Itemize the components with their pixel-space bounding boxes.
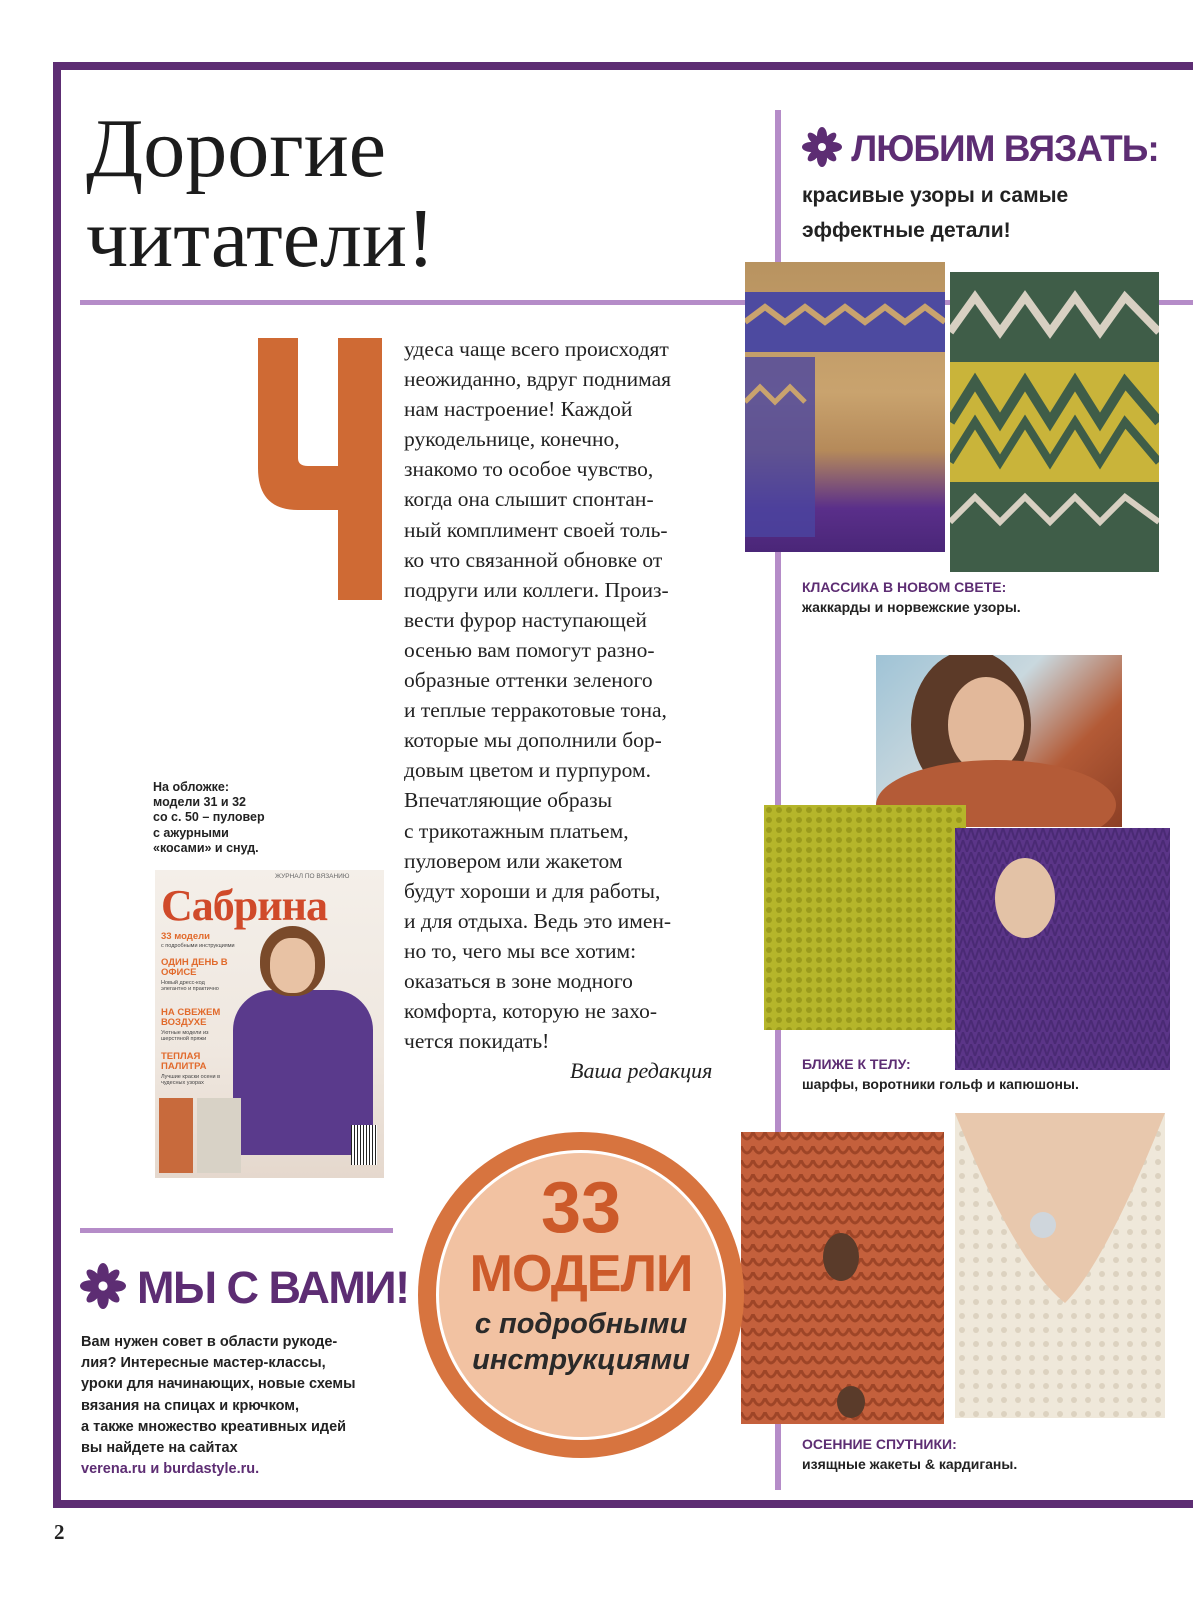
caption-text: изящные жакеты & кардиганы.	[802, 1456, 1018, 1472]
bottom-left-divider	[80, 1228, 393, 1233]
page-number: 2	[54, 1520, 65, 1544]
norwegian-pattern	[950, 272, 1159, 572]
with-you-heading-text: МЫ С ВАМИ!	[137, 1262, 409, 1313]
cream-cardigan-photo	[955, 1113, 1165, 1418]
cover-subtitle: ЖУРНАЛ ПО ВЯЗАНИЮ	[275, 873, 350, 880]
cover-text: Новый дресс-код элегантно и практично	[161, 980, 219, 992]
badge-word: МОДЕЛИ	[469, 1245, 693, 1303]
page-title	[86, 104, 435, 284]
text-line: но то, чего мы все хотим:	[404, 938, 637, 963]
cover-caption	[153, 780, 265, 856]
caption-title: КЛАССИКА В НОВОМ СВЕТЕ:	[802, 579, 1007, 595]
subheading-line: красивые узоры и самые	[802, 184, 1069, 207]
cover-headline: ТЕПЛАЯ ПАЛИТРА	[161, 1051, 207, 1072]
text-line: вести фурор наступающей	[404, 607, 647, 632]
jacquard-pattern	[745, 262, 945, 552]
norwegian-pattern-photo	[950, 272, 1159, 572]
cream-lace-texture	[955, 1113, 1165, 1418]
knitting-subheading	[802, 178, 1068, 248]
caption-line: модели 31 и 32	[153, 795, 246, 810]
text-line: пуловером или жакетом	[404, 848, 623, 873]
text-line: ный комплимент своей толь-	[404, 517, 668, 542]
badge-number: 33	[540, 1168, 622, 1248]
text-line: которые мы дополнили бор-	[404, 728, 662, 753]
cover-text: Уютные модели из шерстяной пряжи	[161, 1030, 209, 1042]
title-line-1: Дорогие	[86, 102, 386, 195]
text-line: Впечатляющие образы	[404, 788, 613, 813]
cover-text: с подробными инструкциями	[161, 943, 235, 949]
caption-line: с ажурными	[153, 825, 229, 840]
text-line: образные оттенки зеленого	[404, 668, 653, 693]
text-line: удеса чаще всего происходят	[404, 337, 669, 361]
cover-headline: 33 модели	[161, 931, 210, 942]
knitting-heading-text: ЛЮБИМ ВЯЗАТЬ:	[851, 128, 1159, 169]
text-line: рукодельнице, конечно,	[404, 427, 620, 452]
caption-text: шарфы, воротники гольф и капюшоны.	[802, 1076, 1079, 1092]
subheading-line: эффектные детали!	[802, 219, 1011, 242]
badge-sub-line: инструкциями	[472, 1344, 690, 1376]
snood-model-photo	[876, 655, 1122, 827]
website-links[interactable]: verena.ru и burdastyle.ru.	[81, 1461, 260, 1478]
text-line: оказаться в зоне модного	[404, 968, 633, 993]
text-line: и теплые терракотовые тона,	[404, 698, 667, 723]
editorial-text	[404, 334, 744, 1056]
badge-subtitle	[418, 1306, 744, 1378]
text-line: ко что связанной обновке от	[404, 547, 663, 572]
lime-cowl-photo	[764, 805, 966, 1030]
text-line: вязания на спицах и крючком,	[81, 1397, 300, 1414]
text-line: подруги или коллеги. Произ-	[404, 577, 669, 602]
cover-title: Сабрина	[161, 881, 327, 930]
text-line: вы найдете на сайтах	[81, 1440, 238, 1457]
text-line: осенью вам помогут разно-	[404, 637, 655, 662]
text-line: комфорта, которую не захо-	[404, 999, 658, 1024]
title-divider	[80, 300, 740, 305]
text-line: и для отдыха. Ведь это имен-	[404, 908, 672, 933]
knitting-section-heading	[802, 127, 1159, 170]
badge-sub-line: с подробными	[474, 1308, 688, 1340]
dropcap-letter	[258, 338, 382, 600]
magazine-cover-image	[155, 870, 384, 1178]
caption-line: со с. 50 – пуловер	[153, 810, 265, 825]
cover-inset-photo	[159, 1098, 193, 1173]
caption-autumn	[802, 1434, 1017, 1474]
text-line: знакомо то особое чувство,	[404, 457, 654, 482]
terracotta-knit-texture	[741, 1132, 944, 1424]
caption-title: БЛИЖЕ К ТЕЛУ:	[802, 1056, 911, 1072]
with-you-text	[81, 1332, 356, 1480]
cover-text: Лучшие краски осени в чудесных узорах	[161, 1074, 221, 1086]
flower-icon	[80, 1263, 126, 1309]
snood-illustration	[876, 655, 1122, 827]
purple-turtleneck-photo	[955, 828, 1170, 1070]
signature: Ваша редакция	[570, 1058, 713, 1083]
with-you-heading	[80, 1262, 409, 1314]
barcode	[351, 1125, 377, 1165]
caption-line: На обложке:	[153, 780, 229, 794]
text-line: когда она слышит спонтан-	[404, 487, 654, 512]
cover-headline: ОДИН ДЕНЬ В ОФИСЕ	[161, 957, 228, 978]
text-line: неожиданно, вдруг поднимая	[404, 367, 672, 392]
caption-text: жаккарды и норвежские узоры.	[802, 599, 1021, 615]
text-line: будут хороши и для работы,	[404, 878, 661, 903]
purple-knit-texture	[955, 828, 1170, 1070]
terracotta-cardigan-photo	[741, 1132, 944, 1424]
flower-icon	[802, 127, 842, 167]
caption-classic	[802, 577, 1021, 617]
text-line: уроки для начинающих, новые схемы	[81, 1376, 356, 1393]
jacquard-sleeve-photo	[745, 262, 945, 552]
text-line: нам настроение! Каждой	[404, 397, 633, 422]
text-line: чется покидать!	[404, 1029, 550, 1054]
text-line: с трикотажным платьем,	[404, 818, 629, 843]
text-line: довым цветом и пурпуром.	[404, 758, 651, 783]
title-line-2: читатели!	[86, 192, 435, 285]
text-line: лия? Интересные мастер-классы,	[81, 1355, 326, 1372]
text-line: Вам нужен совет в области рукоде-	[81, 1334, 338, 1350]
caption-closer	[802, 1054, 1079, 1094]
caption-title: ОСЕННИЕ СПУТНИКИ:	[802, 1436, 957, 1452]
cover-model-face	[270, 938, 315, 993]
cover-headline: НА СВЕЖЕМ ВОЗДУХЕ	[161, 1007, 221, 1028]
lime-cowl-texture	[764, 805, 966, 1030]
cover-inset-photo	[197, 1098, 241, 1173]
text-line: а также множество креативных идей	[81, 1418, 347, 1435]
caption-line: «косами» и снуд.	[153, 840, 259, 855]
